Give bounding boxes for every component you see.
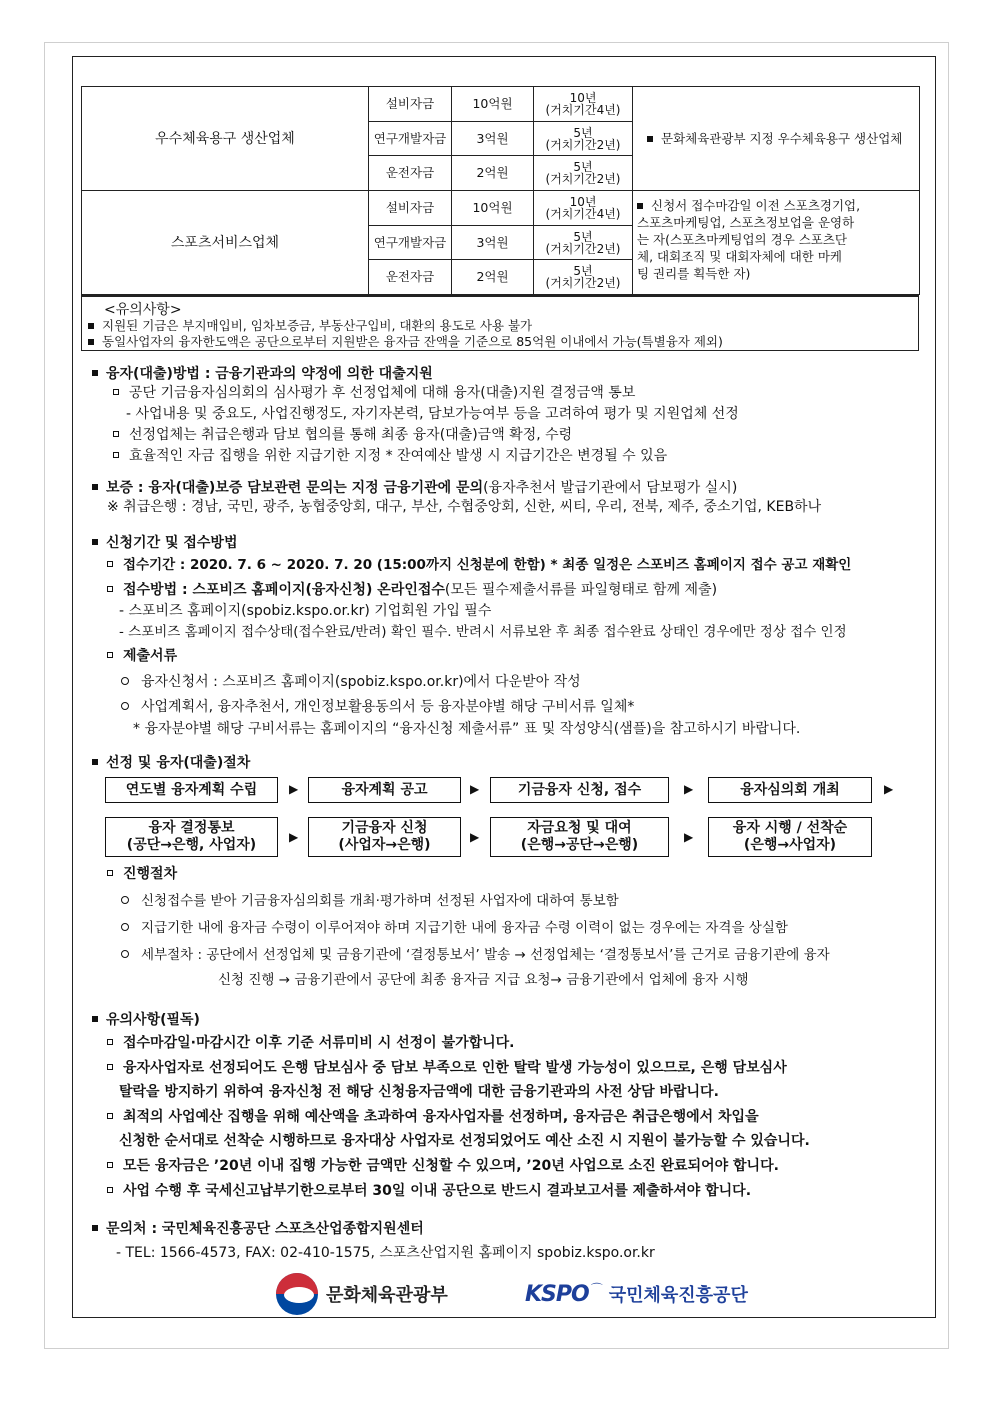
section-heading-process: 선정 및 융자(대출)절차 <box>92 752 250 772</box>
category-cell: 스포츠서비스업체 <box>82 191 369 295</box>
term-cell: 10년 (거치기간4년) <box>534 191 633 226</box>
kspo-mark: KSPO <box>525 1281 589 1307</box>
notes-box <box>81 295 919 351</box>
docs-item: 사업계획서, 융자추천서, 개인정보활용동의서 등 융자분야별 해당 구비서류 일체* <box>121 697 634 717</box>
ministry-name: 문화체육관광부 <box>326 1285 448 1306</box>
kspo-logo <box>525 1272 748 1316</box>
caution-item: 모든 융자금은 ’20년 이내 집행 가능한 금액만 신청할 수 있으며, ’20년 사업으로 소진 완료되어야 합니다. <box>107 1156 779 1176</box>
contact-detail: - TEL: 1566-4573, FAX: 02-410-1575, 스포츠산업지원 홈페이지 spobiz.kspo.or.kr <box>116 1245 655 1261</box>
kspo-swoosh-icon: ⌒ <box>590 1281 603 1296</box>
section-heading-guarantee: 보증 : 융자(대출)보증 담보관련 문의는 지정 금융기관에 문의(융자추천서 발급기관에서 담보평가 실시) <box>92 477 737 497</box>
flow-step: 융자심의회 개최 <box>708 777 872 803</box>
method-line: 효율적인 자금 집행을 위한 지급기한 지정 * 잔여예산 발생 시 지급기간은 변경될 수 있음 <box>113 446 667 466</box>
flow-arrow: ▶ <box>684 830 694 844</box>
section-heading-apply: 신청기간 및 접수방법 <box>92 532 237 552</box>
term-cell: 5년 (거치기간2년) <box>534 156 633 191</box>
docs-item: 융자신청서 : 스포비즈 홈페이지(spobiz.kspo.or.kr)에서 다운받아 작성 <box>121 672 581 692</box>
caution-item-cont: 탈락을 방지하기 위하여 융자신청 전 해당 신청융자금액에 대한 금융기관과의 사전 상담 바랍니다. <box>119 1084 719 1100</box>
fund-type-cell: 연구개발자금 <box>369 225 452 260</box>
fund-type-cell: 운전자금 <box>369 156 452 191</box>
method-line: 공단 기금융자심의회의 심사평가 후 선정업체에 대해 융자(대출)지원 결정금액 통보 <box>113 383 635 403</box>
term-cell: 5년 (거치기간2년) <box>534 225 633 260</box>
amount-cell: 3억원 <box>452 121 534 156</box>
flow-arrow: ▶ <box>289 830 299 844</box>
ministry-logo <box>276 1272 448 1316</box>
method-line: - 사업내용 및 중요도, 사업진행정도, 자기자본력, 담보가능여부 등을 고려하여 평가 및 지원업체 선정 <box>126 406 739 422</box>
proc-title: 진행절차 <box>107 864 177 884</box>
amount-cell: 3억원 <box>452 225 534 260</box>
caution-item-cont: 신청한 순서대로 선착순 시행하므로 융자대상 사업자로 선정되었어도 예산 소진 시 지원이 불가능할 수 있습니다. <box>119 1133 810 1149</box>
category-cell: 우수체육용구 생산업체 <box>82 87 369 191</box>
proc-item: 지급기한 내에 융자금 수령이 이루어져야 하며 지급기한 내에 융자금 수령 이력이 없는 경우에는 자격을 상실함 <box>121 918 788 938</box>
docs-note: * 융자분야별 해당 구비서류는 홈페이지의 “융자신청 제출서류” 표 및 작성양식(샘플)을 참고하시기 바랍니다. <box>133 721 801 737</box>
caution-item: 융자사업자로 선정되어도 은행 담보심사 중 담보 부족으로 인한 탈락 발생 가능성이 있으므로, 은행 담보심사 <box>107 1058 787 1078</box>
amount-cell: 10억원 <box>452 191 534 226</box>
term-cell: 10년 (거치기간4년) <box>534 87 633 122</box>
caution-item: 최적의 사업예산 집행을 위해 예산액을 초과하여 융자사업자를 선정하며, 융자금은 취급은행에서 차입을 <box>107 1107 759 1127</box>
section-heading-method: 융자(대출)방법 : 금융기관과의 약정에 의한 대출지원 <box>92 363 433 383</box>
flow-step: 융자계획 공고 <box>308 777 461 803</box>
flow-step: 융자 결정통보 (공단→은행, 사업자) <box>105 817 278 857</box>
fund-type-cell: 설비자금 <box>369 87 452 122</box>
support-table <box>81 86 920 295</box>
term-cell: 5년 (거치기간2년) <box>534 260 633 295</box>
term-cell: 5년 (거치기간2년) <box>534 121 633 156</box>
fund-type-cell: 설비자금 <box>369 191 452 226</box>
section-heading-contact: 문의처 : 국민체육진흥공단 스포츠산업종합지원센터 <box>92 1218 424 1238</box>
caution-item: 접수마감일·마감시간 이후 기준 서류미비 시 선정이 불가합니다. <box>107 1033 515 1053</box>
section-heading-caution: 유의사항(필독) <box>92 1009 200 1029</box>
notes-item: 동일사업자의 융자한도액은 공단으로부터 지원받은 융자금 잔액을 기준으로 85억원 이내에서 가능(특별융자 제외) <box>88 334 918 350</box>
kspo-name: 국민체육진흥공단 <box>608 1285 748 1306</box>
apply-method-line: - 스포비즈 홈페이지 접수상태(접수완료/반려) 확인 필수. 반려시 서류보완 후 최종 접수완료 상태인 경우에만 정상 접수 인정 <box>119 624 847 640</box>
fund-type-cell: 연구개발자금 <box>369 121 452 156</box>
apply-method: 접수방법 : 스포비즈 홈페이지(융자신청) 온라인접수(모든 필수제출서류를 파일형태로 함께 제출) <box>107 580 717 600</box>
flow-arrow: ▶ <box>684 782 694 796</box>
apply-method-line: - 스포비즈 홈페이지(spobiz.kspo.or.kr) 기업회원 가입 필수 <box>119 603 492 619</box>
flow-step: 연도별 융자계획 수립 <box>105 777 278 803</box>
amount-cell: 2억원 <box>452 260 534 295</box>
docs-title: 제출서류 <box>107 646 177 666</box>
proc-item: 신청접수를 받아 기금융자심의회를 개최·평가하며 선정된 사업자에 대하여 통보함 <box>121 891 619 911</box>
eligibility-cell: 신청서 접수마감일 이전 스포츠경기업, 스포츠마케팅업, 스포츠정보업을 운영하 는 자(스포츠마케팅업의 경우 스포츠단 체, 대회조직 및 대회자체에 대한 마케 팅 권리를 획득한 자) <box>633 191 920 295</box>
flow-arrow: ▶ <box>470 782 480 796</box>
fund-type-cell: 운전자금 <box>369 260 452 295</box>
flow-arrow: ▶ <box>470 830 480 844</box>
bank-list: ※ 취급은행 : 경남, 국민, 광주, 농협중앙회, 대구, 부산, 수협중앙회, 신한, 씨티, 우리, 전북, 제주, 중소기업, KEB하나 <box>107 499 822 515</box>
ministry-emblem-icon <box>276 1273 318 1315</box>
notes-item: 지원된 기금은 부지매입비, 임차보증금, 부동산구입비, 대환의 용도로 사용 불가 <box>88 318 918 334</box>
proc-item-cont: 신청 진행 → 금융기관에서 공단에 최종 융자금 지급 요청→ 금융기관에서 업체에 융자 시행 <box>218 972 749 988</box>
flow-arrow: ▶ <box>289 782 299 796</box>
flow-arrow: ▶ <box>884 782 894 796</box>
flow-step: 자금요청 및 대여 (은행→공단→은행) <box>490 817 669 857</box>
flow-step: 기금융자 신청, 접수 <box>490 777 669 803</box>
method-line: 선정업체는 취급은행과 담보 협의를 통해 최종 융자(대출)금액 확정, 수령 <box>113 425 572 445</box>
caution-item: 사업 수행 후 국세신고납부기한으로부터 30일 이내 공단으로 반드시 결과보고서를 제출하셔야 합니다. <box>107 1181 751 1201</box>
eligibility-cell: 문화체육관광부 지정 우수체육용구 생산업체 <box>633 87 920 191</box>
flow-step: 융자 시행 / 선착순 (은행→사업자) <box>708 817 872 857</box>
proc-item: 세부절차 : 공단에서 선정업체 및 금융기관에 ‘결정통보서’ 발송 → 선정업체는 ‘결정통보서’를 근거로 금융기관에 융자 <box>121 945 830 965</box>
notes-title: <유의사항> <box>104 302 182 318</box>
amount-cell: 2억원 <box>452 156 534 191</box>
apply-period: 접수기간 : 2020. 7. 6 ~ 2020. 7. 20 (15:00까지 신청분에 한함) * 최종 일정은 스포비즈 홈페이지 접수 공고 재확인 <box>107 555 851 575</box>
amount-cell: 10억원 <box>452 87 534 122</box>
flow-step: 기금융자 신청 (사업자→은행) <box>308 817 461 857</box>
